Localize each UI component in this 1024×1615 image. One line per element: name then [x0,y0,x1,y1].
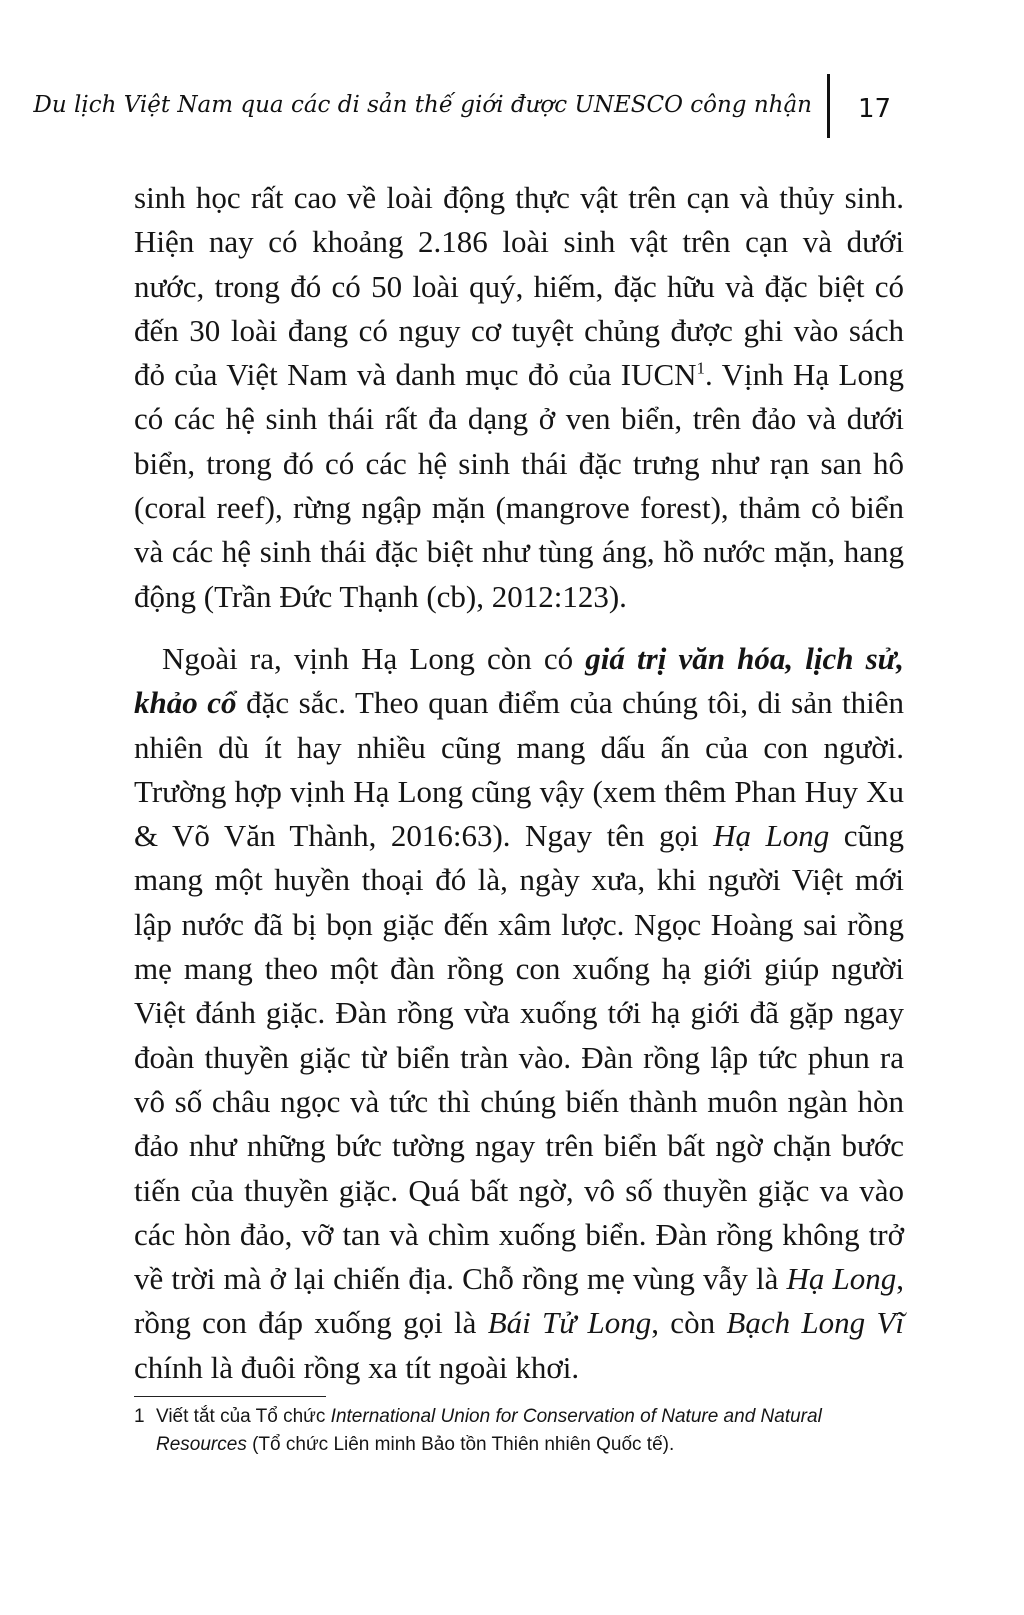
header-divider [827,74,830,138]
paragraph-text: Ngoài ra, vịnh Hạ Long còn có [162,640,586,676]
paragraph-text: sinh học rất cao về loài động thực vật trên cạn và thủy sinh. Hiện nay có khoảng 2.186 loài sinh vật trên cạn và dưới nước, trong đó có 50 loài quý, hiếm, đặc hữu và đặc biệt có đến 30 loài đang có nguy cơ tuyệt chủng được ghi vào sách đỏ của Việt Nam và danh mục đỏ của IUCN [134,180,904,393]
body-text [134,176,904,1390]
paragraph-text: đặc sắc. Theo quan điểm của chúng tôi, di sản thiên nhiên dù ít hay nhiều cũng mang dấu ấn của con người. Trường hợp vịnh Hạ Long cũng vậy (xem thêm Phan Huy Xu & Võ Văn Thành, 2016:63). Ngay tên gọi [134,685,905,854]
paragraph [134,176,904,619]
page-number: 17 [858,94,892,124]
paragraph-text: . Vịnh Hạ Long có các hệ sinh thái rất đa dạng ở ven biển, trên đảo và dưới biển, trong đó có các hệ sinh thái đặc trưng như rạn san hô (coral reef), rừng ngập mặn (mangrove forest), thảm cỏ biển và các hệ sinh thái đặc biệt như tùng áng, hồ nước mặn, hang động (Trần Đức Thạnh (cb), 2012:123). [134,357,904,614]
emphasis-text: giá trị văn hóa, lịch sử, khảo cổ [134,640,904,721]
footnote-text: (Tổ chức Liên minh Bảo tồn Thiên nhiên Quốc tế). [246,1434,675,1455]
paragraph [134,637,904,1390]
paragraph-text: chính là đuôi rồng xa tít ngoài khơi. [134,1349,580,1385]
footnote-italic-text: Resources [156,1434,247,1455]
place-name: Bái Tử Long [487,1305,652,1341]
page-header [0,64,1024,144]
place-name: Hạ Long [713,818,830,854]
running-title: Du lịch Việt Nam qua các di sản thế giới được UNESCO công nhận [33,92,812,118]
footnote-line [134,1431,894,1459]
footnote [134,1403,894,1459]
place-name: Bạch Long Vĩ [726,1305,904,1341]
footnote-line [134,1403,894,1431]
paragraph-text: , rồng con đáp xuống gọi là [134,1261,904,1341]
footnote-italic-text: International Union for Conservation of Nature and Natural [330,1406,822,1427]
paragraph-text: , còn [651,1305,727,1341]
footnote-number: 1 [134,1406,145,1427]
footnote-divider [134,1396,326,1397]
paragraph-text: cũng mang một huyền thoại đó là, ngày xưa, khi người Việt mới lập nước đã bị bọn giặc đến xâm lược. Ngọc Hoàng sai rồng mẹ mang theo một đàn rồng con xuống hạ giới giúp người Việt đánh giặc. Đàn rồng vừa xuống tới hạ giới đã gặp ngay đoàn thuyền giặc từ biển tràn vào. Đàn rồng lập tức phun ra vô số châu ngọc và tức thì chúng biến thành muôn ngàn hòn đảo như những bức tường ngay trên biển bất ngờ chặn bước tiến của thuyền giặc. Quá bất ngờ, vô số thuyền giặc va vào các hòn đảo, vỡ tan và chìm xuống biển. Đàn rồng không trở về trời mà ở lại chiến địa. Chỗ rồng mẹ vùng vẫy là [134,818,904,1297]
footnote-text: Viết tắt của Tổ chức [156,1406,331,1427]
place-name: Hạ Long [786,1261,897,1297]
footnote-reference: 1 [696,358,706,378]
